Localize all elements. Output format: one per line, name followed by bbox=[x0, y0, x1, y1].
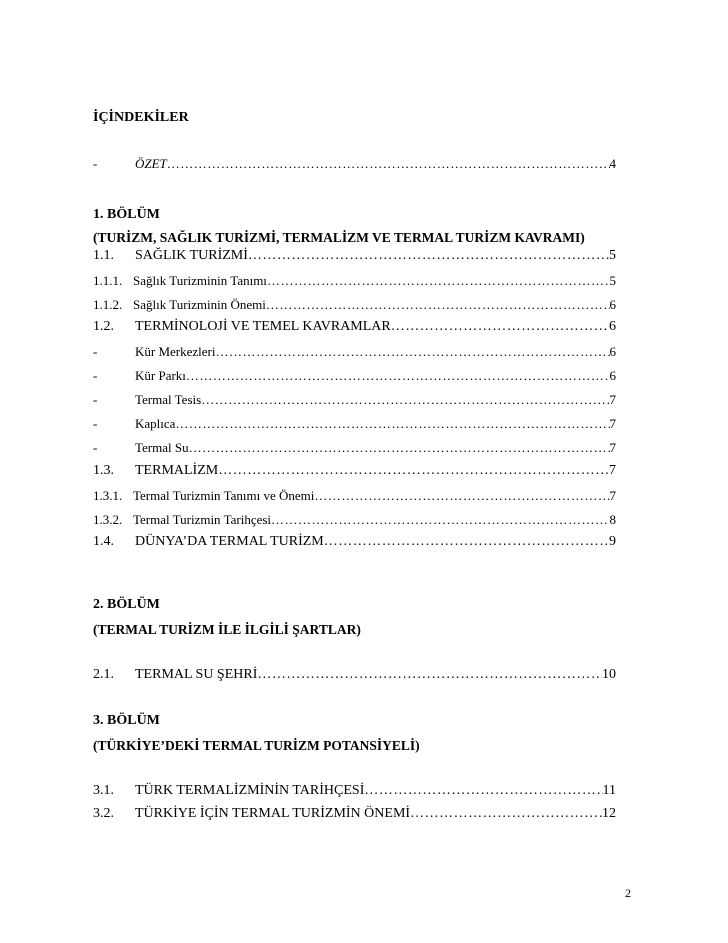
leader-dots bbox=[410, 806, 602, 822]
entry-label: Sağlık Turizminin Tanımı bbox=[133, 273, 267, 288]
toc-entry[interactable] bbox=[93, 512, 616, 530]
leader-dots bbox=[248, 248, 609, 264]
entry-page: 8 bbox=[609, 512, 616, 527]
section-heading: 3. BÖLÜM bbox=[93, 713, 160, 728]
toc-entry[interactable] bbox=[93, 416, 616, 434]
entry-label: DÜNYA’DA TERMAL TURİZM bbox=[135, 534, 324, 549]
leader-dots bbox=[216, 344, 610, 360]
entry-page: 6 bbox=[609, 319, 616, 334]
entry-page: 7 bbox=[609, 488, 616, 503]
toc-title: İÇİNDEKİLER bbox=[93, 110, 189, 125]
leader-dots bbox=[391, 319, 609, 335]
entry-label: Sağlık Turizminin Önemi bbox=[133, 297, 266, 312]
entry-label: Kür Merkezleri bbox=[135, 344, 216, 359]
toc-entry[interactable] bbox=[93, 806, 616, 824]
toc-entry[interactable] bbox=[93, 783, 616, 801]
toc-entry[interactable] bbox=[93, 463, 616, 481]
section-subheading: (TERMAL TURİZM İLE İLGİLİ ŞARTLAR) bbox=[93, 622, 361, 637]
entry-label: SAĞLIK TURİZMİ bbox=[135, 248, 248, 263]
entry-label: TÜRKİYE İÇİN TERMAL TURİZMİN ÖNEMİ bbox=[135, 806, 411, 821]
entry-page: 7 bbox=[609, 416, 616, 431]
entry-page: 6 bbox=[609, 368, 616, 383]
entry-label: Termal Tesis bbox=[135, 392, 202, 407]
leader-dots bbox=[314, 488, 609, 504]
entry-page: 10 bbox=[602, 667, 616, 682]
entry-label: Termal Su bbox=[135, 440, 189, 455]
section-heading: 2. BÖLÜM bbox=[93, 597, 160, 612]
toc-entry[interactable] bbox=[93, 344, 616, 362]
entry-page: 7 bbox=[609, 440, 616, 455]
leader-dots bbox=[189, 440, 610, 456]
entry-page: 11 bbox=[602, 783, 616, 798]
entry-label: Kaplıca bbox=[135, 416, 176, 431]
section-subheading: (TÜRKİYE’DEKİ TERMAL TURİZM POTANSİYELİ) bbox=[93, 738, 420, 753]
leader-dots bbox=[271, 512, 609, 528]
toc-entry[interactable] bbox=[93, 248, 616, 264]
leader-dots bbox=[267, 273, 610, 289]
entry-number: 1.3. bbox=[93, 463, 114, 478]
entry-page: 6 bbox=[609, 297, 616, 312]
toc-entry[interactable] bbox=[93, 534, 616, 552]
entry-number: 3.2. bbox=[93, 806, 114, 821]
entry-number: 1.3.2. bbox=[93, 512, 123, 527]
entry-number: - bbox=[93, 344, 98, 359]
entry-number: 1.3.1. bbox=[93, 488, 123, 503]
entry-label: TERMALİZM bbox=[135, 463, 219, 478]
entry-page: 5 bbox=[609, 248, 616, 263]
entry-number: 1.1.2. bbox=[93, 297, 123, 312]
page-number: 2 bbox=[625, 886, 631, 900]
entry-number: 3.1. bbox=[93, 783, 114, 798]
entry-number: 2.1. bbox=[93, 667, 114, 682]
leader-dots bbox=[186, 368, 610, 384]
entry-label: Kür Parkı bbox=[135, 368, 186, 383]
entry-page: 7 bbox=[609, 463, 616, 478]
leader-dots bbox=[175, 416, 609, 432]
entry-number: - bbox=[93, 156, 98, 171]
section-subheading: (TURİZM, SAĞLIK TURİZMİ, TERMALİZM VE TERMAL TURİZM KAVRAMI) bbox=[93, 230, 585, 245]
entry-page: 7 bbox=[609, 392, 616, 407]
entry-page: 5 bbox=[609, 273, 616, 288]
entry-number: 1.1. bbox=[93, 248, 114, 263]
entry-label: TÜRK TERMALİZMİNİN TARİHÇESİ bbox=[135, 783, 365, 798]
leader-dots bbox=[167, 156, 610, 172]
leader-dots bbox=[218, 463, 609, 479]
entry-label: ÖZET bbox=[135, 156, 167, 171]
entry-number: - bbox=[93, 416, 98, 431]
leader-dots bbox=[364, 783, 602, 799]
entry-label: TERMAL SU ŞEHRİ bbox=[135, 667, 258, 682]
entry-number: 1.2. bbox=[93, 319, 114, 334]
leader-dots bbox=[201, 392, 609, 408]
toc-entry[interactable] bbox=[93, 488, 616, 506]
entry-page: 4 bbox=[609, 156, 616, 171]
toc-entry[interactable] bbox=[93, 368, 616, 386]
entry-page: 12 bbox=[602, 806, 616, 821]
toc-entry[interactable] bbox=[93, 297, 616, 315]
entry-label: Termal Turizmin Tanımı ve Önemi bbox=[133, 488, 315, 503]
toc-entry-summary[interactable] bbox=[93, 156, 616, 174]
entry-number: - bbox=[93, 440, 98, 455]
entry-number: - bbox=[93, 392, 98, 407]
entry-label: TERMİNOLOJİ VE TEMEL KAVRAMLAR bbox=[135, 319, 391, 334]
toc-entry[interactable] bbox=[93, 392, 616, 410]
leader-dots bbox=[324, 534, 609, 550]
entry-number: - bbox=[93, 368, 98, 383]
toc-entry[interactable] bbox=[93, 319, 616, 337]
section-heading: 1. BÖLÜM bbox=[93, 207, 160, 222]
entry-number: 1.4. bbox=[93, 534, 114, 549]
entry-page: 9 bbox=[609, 534, 616, 549]
entry-number: 1.1.1. bbox=[93, 273, 123, 288]
entry-label: Termal Turizmin Tarihçesi bbox=[133, 512, 272, 527]
toc-entry[interactable] bbox=[93, 440, 616, 458]
toc-entry[interactable] bbox=[93, 667, 616, 685]
leader-dots bbox=[266, 297, 610, 313]
leader-dots bbox=[257, 667, 602, 683]
entry-page: 6 bbox=[609, 344, 616, 359]
toc-entry[interactable] bbox=[93, 273, 616, 291]
